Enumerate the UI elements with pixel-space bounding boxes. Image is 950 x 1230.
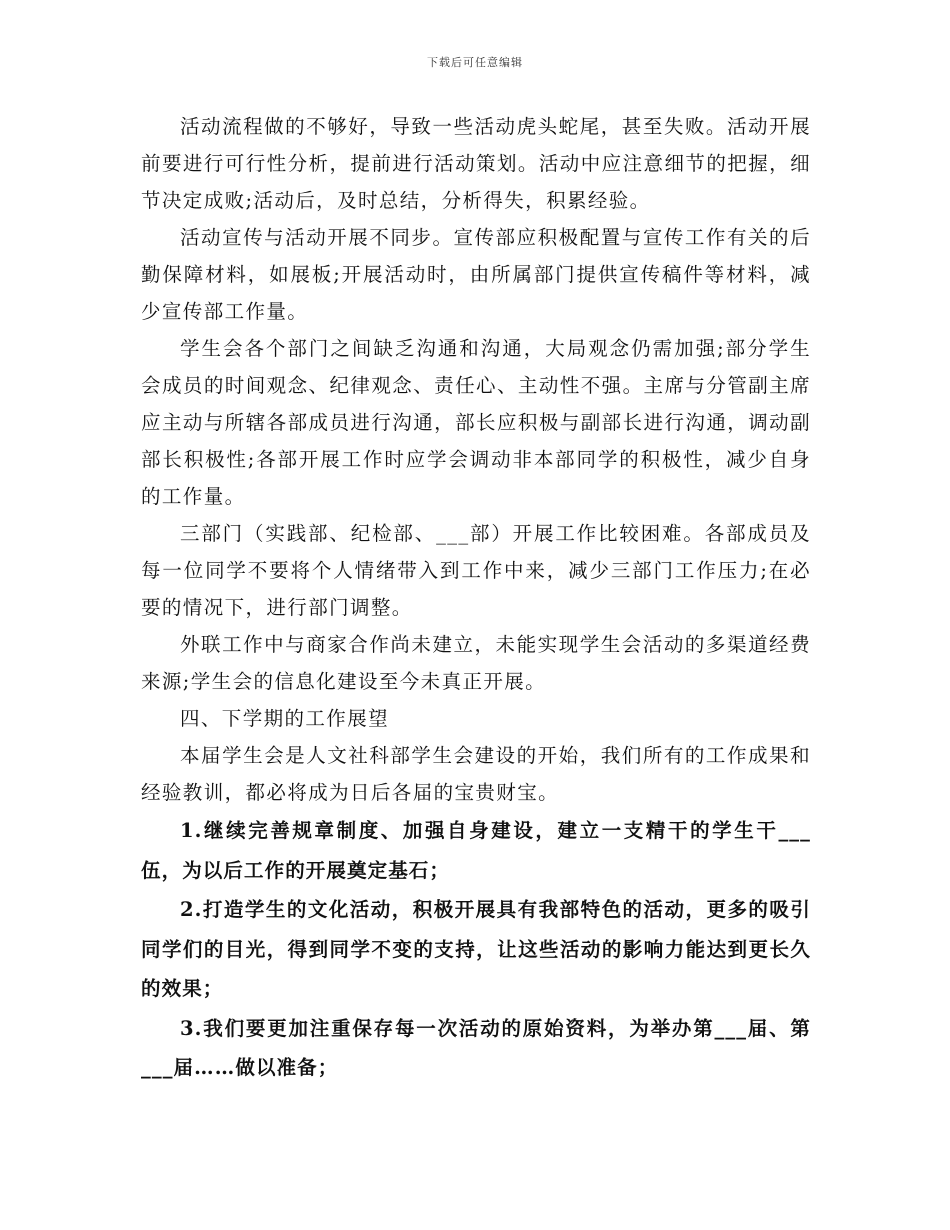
- goal-item-2: 2.打造学生的文化活动，积极开展具有我部特色的活动，更多的吸引同学们的目光，得到同学不变的支持，让这些活动的影响力能达到更长久的效果；: [141, 898, 811, 1000]
- paragraph-external-relations: 外联工作中与商家合作尚未建立，未能实现学生会活动的多渠道经费来源;学生会的信息化建设至今未真正开展。: [141, 633, 811, 693]
- goal-item-3: 3.我们要更加注重保存每一次活动的原始资料，为举办第___届、第___届……做以准备；: [141, 1016, 811, 1079]
- document-body: [141, 108, 811, 1088]
- paragraph-activity-process: 活动流程做的不够好，导致一些活动虎头蛇尾，甚至失败。活动开展前要进行可行性分析，提前进行活动策划。活动中应注意细节的把握，细节决定成败;活动后，及时总结，分析得失，积累经验。: [141, 115, 811, 212]
- paragraph-publicity: 活动宣传与活动开展不同步。宣传部应积极配置与宣传工作有关的后勤保障材料，如展板;开展活动时，由所属部门提供宣传稿件等材料，减少宣传部工作量。: [141, 226, 811, 323]
- paragraph-intro: 本届学生会是人文社科部学生会建设的开始，我们所有的工作成果和经验教训，都必将成为日后各届的宝贵财宝。: [141, 744, 811, 804]
- paragraph-three-departments: 三部门（实践部、纪检部、___部）开展工作比较困难。各部成员及每一位同学不要将个人情绪带入到工作中来，减少三部门工作压力;在必要的情况下，进行部门调整。: [141, 522, 811, 619]
- section-heading: 四、下学期的工作展望: [180, 707, 390, 730]
- paragraph-communication: 学生会各个部门之间缺乏沟通和沟通，大局观念仍需加强;部分学生会成员的时间观念、纪律观念、责任心、主动性不强。主席与分管副主席应主动与所辖各部成员进行沟通，部长应积极与副部长进行沟通，调动副部长积极性;各部开展工作时应学会调动非本部同学的积极性，减少自身的工作量。: [141, 337, 811, 508]
- header-note: 下载后可任意编辑: [427, 56, 523, 69]
- goal-item-1: 1.继续完善规章制度、加强自身建设，建立一支精干的学生干___伍，为以后工作的开展奠定基石；: [141, 819, 811, 882]
